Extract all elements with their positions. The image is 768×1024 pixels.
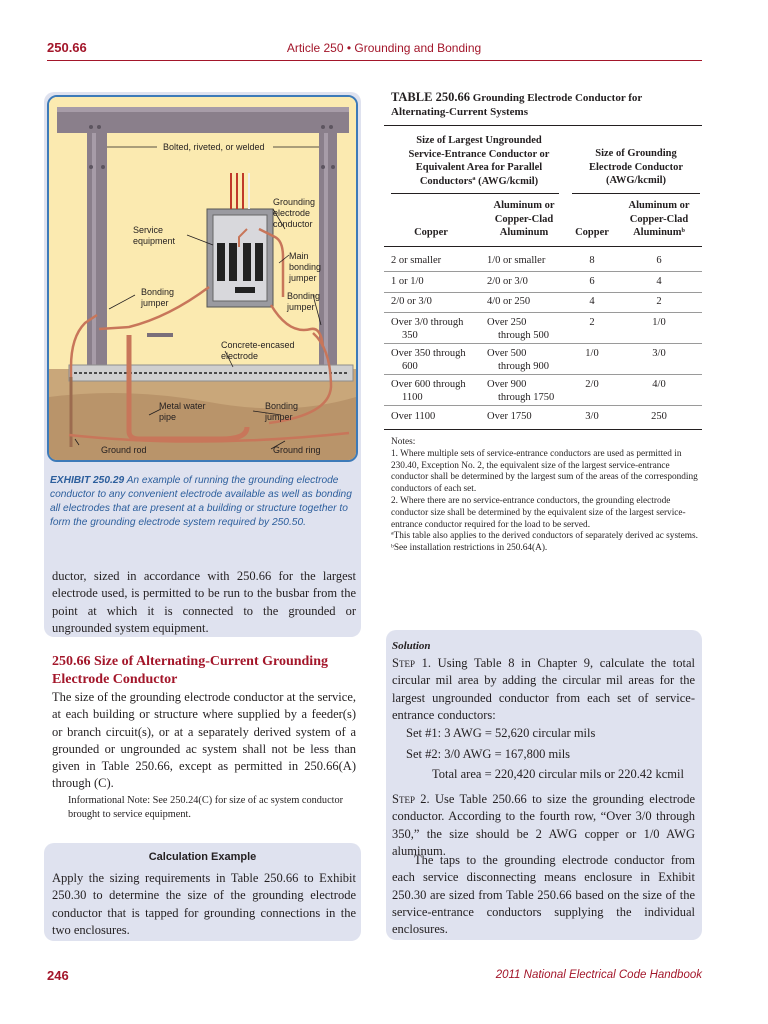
label-bond-left-2: jumper — [141, 298, 169, 308]
table-notes — [391, 437, 701, 555]
footer-page-number: 246 — [47, 968, 69, 983]
table-cell-gec-aluminum: 3/0 — [652, 348, 666, 359]
table-cell-copper-size: 1 or 1/0 — [391, 276, 424, 287]
table-cell-gec-copper: 6 — [589, 276, 595, 287]
caption-text: An example of running the grounding electrode conductor to any convenient electrode available as well as bonding all electrodes that are present at a building or structure together to form the grounding electrode system required by 250.50. — [50, 475, 352, 528]
table-group-rule-2 — [572, 193, 700, 194]
table-cell-gec-copper: 2 — [589, 317, 595, 328]
table-cell-copper-size-cont: 350 — [402, 330, 418, 341]
table-col-header-aluminum-2: Aluminum or Copper-Clad Aluminumᵇ — [628, 200, 690, 238]
table-cell-aluminum-size-cont: through 1750 — [498, 392, 555, 403]
table-cell-aluminum-size: Over 500 — [487, 348, 527, 359]
table-col-header-copper-2: Copper — [575, 227, 609, 238]
table-bottom-rule — [384, 429, 702, 430]
exhibit-caption — [50, 474, 356, 530]
table-cell-gec-copper: 3/0 — [585, 411, 599, 422]
table-cell-aluminum-size-cont: through 500 — [498, 330, 550, 341]
label-gec-1: Grounding — [273, 197, 316, 207]
label-main-2: bonding — [289, 262, 322, 272]
calc-example-text: Apply the sizing requirements in Table 250.66 to Exhibit 250.30 to determine the size of the grounding electrode conductor that is tapped for grounding connections in the two enclosures. — [52, 871, 356, 937]
table-cell-copper-size: Over 3/0 through — [391, 317, 464, 328]
label-bond-left-1: Bonding — [141, 287, 175, 297]
table-cell-aluminum-size: 2/0 or 3/0 — [487, 276, 528, 287]
table-cell-gec-aluminum: 6 — [656, 255, 662, 266]
table-col-header-aluminum-1: Aluminum or Copper-Clad Aluminum — [493, 200, 555, 238]
table-cell-aluminum-size: 4/0 or 250 — [487, 296, 531, 307]
label-main-3: jumper — [289, 273, 317, 283]
table-col-header-copper-1: Copper — [414, 227, 448, 238]
solution-set-2: Set #2: 3/0 AWG = 167,800 mils — [406, 747, 571, 761]
table-cell-copper-size: Over 600 through — [391, 379, 466, 390]
footer-book-title: 2011 National Electrical Code Handbook — [495, 969, 702, 981]
grounding-illustration — [49, 97, 356, 460]
table-cell-aluminum-size: 1/0 or smaller — [487, 255, 546, 266]
informational-note: Informational Note: See 250.24(C) for size of ac system conductor brought to service equipment. — [68, 795, 344, 820]
header-section-number: 250.66 — [47, 40, 87, 55]
table-cell-aluminum-size: Over 250 — [487, 317, 527, 328]
label-concrete-2: electrode — [221, 351, 259, 361]
table-cell-copper-size: Over 350 through — [391, 348, 466, 359]
table-group-header-2: Size of Grounding Electrode Conductor (AWG/kcmil) — [588, 148, 683, 186]
table-cell-copper-size-cont: 1100 — [402, 392, 423, 403]
table-cell-gec-copper: 2/0 — [585, 379, 599, 390]
caption-lead: EXHIBIT 250.29 — [50, 475, 125, 486]
table-title — [391, 90, 701, 119]
table-cell-aluminum-size: Over 900 — [487, 379, 527, 390]
note-b: ᵇSee installation restrictions in 250.64(A). — [391, 543, 548, 554]
table-cell-gec-aluminum: 4 — [656, 276, 662, 287]
table-row-rule — [384, 312, 702, 313]
table-header-rule — [384, 246, 702, 247]
label-gec-2: electrode — [273, 208, 311, 218]
table-cell-gec-aluminum: 1/0 — [652, 317, 666, 328]
section-body: The size of the grounding electrode conductor at the service, at each building or structure where supplied by a feeder(s) or branch circuit(s), or at a separately derived system of a grounded or ungrounded ac system shall not be less than given in Table 250.66, except as permitted in 250.66(A) through (C). — [52, 690, 356, 791]
table-cell-gec-copper: 1/0 — [585, 348, 599, 359]
table-cell-gec-copper: 8 — [589, 255, 595, 266]
table-title-2: Alternating-Current Systems — [391, 106, 528, 118]
solution-total: Total area = 220,420 circular mils or 220.42 kcmil — [432, 767, 684, 781]
note-1: 1. Where multiple sets of service-entrance conductors are used as permitted in 230.40, Exception No. 2, the equivalent size of the largest service-entrance conductor shall be determined by the largest sum of the areas of the corresponding conductors of each set. — [391, 448, 698, 495]
solution-step-2: Step 2. Use Table 250.66 to size the grounding electrode conductor. According to the fourth row, “Over 3/0 through 350,” the size should be 2 AWG copper or 1/0 AWG aluminum. — [392, 792, 696, 858]
header-article-title: Article 250 • Grounding and Bonding — [286, 41, 482, 55]
table-cell-aluminum-size: Over 1750 — [487, 411, 532, 422]
label-water-1: Metal water — [159, 401, 206, 411]
label-water-2: pipe — [159, 412, 177, 422]
table-row-rule — [384, 343, 702, 344]
solution-paragraph: The taps to the grounding electrode conductor from each service disconnecting means enclosure in Exhibit 250.30 are sized from Table 250.66 based on the size of the service-entrance conductors supplying the individual enclosures. — [392, 853, 695, 937]
header-rule — [47, 60, 702, 61]
calc-example-title: Calculation Example — [148, 851, 257, 863]
label-gec-3: conductor — [273, 219, 313, 229]
table-row-rule — [384, 374, 702, 375]
solution-step-1: Step 1. Using Table 8 in Chapter 9, calculate the total circular mil area by adding the circular mil areas for the largest ungrounded conductor from each set of service-entrance conductors: — [392, 656, 696, 722]
solution-set-1: Set #1: 3 AWG = 52,620 circular mils — [406, 726, 596, 740]
table-cell-gec-aluminum: 4/0 — [652, 379, 666, 390]
table-row-rule — [384, 405, 702, 406]
table-cell-gec-copper: 4 — [589, 296, 595, 307]
exhibit-figure — [47, 95, 358, 462]
table-cell-copper-size: 2/0 or 3/0 — [391, 296, 432, 307]
note-a: ªThis table also applies to the derived conductors of separately derived ac systems. — [391, 531, 698, 542]
note-2: 2. Where there are no service-entrance conductors, the grounding electrode conductor size shall be determined by the equivalent size of the largest service-entrance conductor required for the load to be served. — [391, 495, 686, 530]
label-bond-low-2: jumper — [265, 412, 293, 422]
label-bond-right-1: Bonding — [287, 291, 321, 301]
label-service-1: Service — [133, 225, 164, 235]
label-main-1: Main — [289, 251, 309, 261]
table-cell-copper-size: Over 1100 — [391, 411, 436, 422]
label-bolted: Bolted, riveted, or welded — [163, 142, 265, 152]
table-title-1: Grounding Electrode Conductor for — [472, 92, 643, 104]
continued-paragraph: ductor, sized in accordance with 250.66 for the largest electrode used, is permitted to be run to the busbar from the point at which it is connected to the grounded or ungrounded system equipment. — [52, 569, 356, 635]
label-bond-right-2: jumper — [287, 302, 315, 312]
label-concrete-1: Concrete-encased — [221, 340, 295, 350]
section-title: 250.66 Size of Alternating-Current Grounding Electrode Conductor — [52, 654, 328, 687]
label-ground-ring: Ground ring — [273, 445, 321, 455]
label-ground-rod: Ground rod — [101, 445, 147, 455]
table-label: TABLE 250.66 — [391, 90, 470, 104]
table-cell-gec-aluminum: 2 — [656, 296, 662, 307]
table-cell-aluminum-size-cont: through 900 — [498, 361, 550, 372]
table-cell-copper-size: 2 or smaller — [391, 255, 442, 266]
table-group-header-1: Size of Largest Ungrounded Service-Entrance Conductor or Equivalent Area for Parallel Conductorsª (AWG/kcmil) — [408, 135, 550, 187]
table-cell-gec-aluminum: 250 — [651, 411, 667, 422]
solution-title: Solution — [392, 640, 431, 652]
table-top-rule — [384, 125, 702, 126]
note-heading: Notes: — [391, 437, 416, 447]
table-row-rule — [384, 271, 702, 272]
table-group-rule-1 — [391, 193, 559, 194]
table-cell-copper-size-cont: 600 — [402, 361, 418, 372]
table-row-rule — [384, 292, 702, 293]
label-bond-low-1: Bonding — [265, 401, 299, 411]
label-service-2: equipment — [133, 236, 176, 246]
